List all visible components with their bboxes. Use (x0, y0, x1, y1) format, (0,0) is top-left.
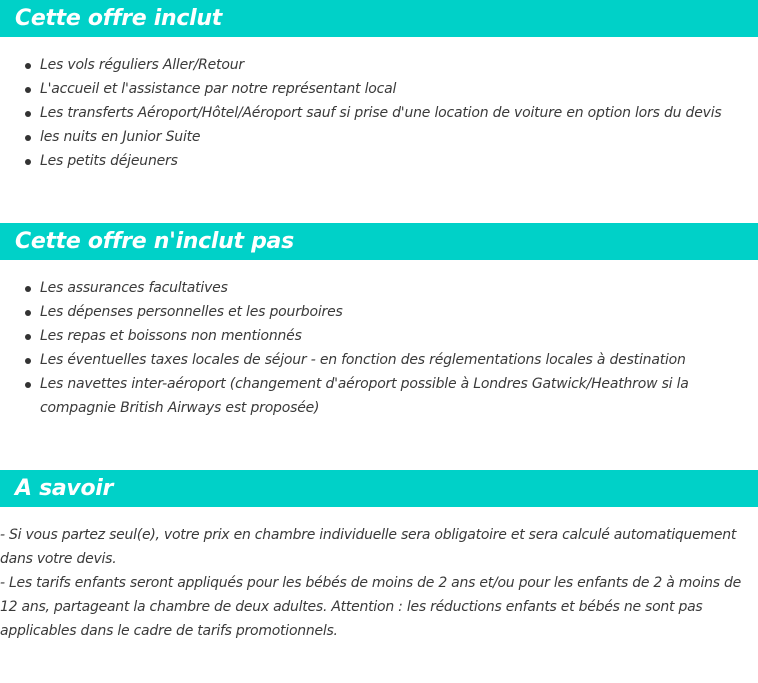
good-to-know-text (0, 523, 752, 643)
bullet-icon (25, 358, 31, 364)
list-item: Les éventuelles taxes locales de séjour - en fonction des réglementations locales à destination (0, 348, 740, 372)
list-item: Les assurances facultatives (0, 276, 740, 300)
list-item: Les dépenses personnelles et les pourboires (0, 300, 740, 324)
bullet-icon (25, 63, 31, 69)
included-list (0, 53, 740, 173)
section-header-not-included (0, 223, 758, 260)
section-title-not-included: Cette offre n'inclut pas (15, 229, 294, 254)
section-header-included (0, 0, 758, 37)
bullet-icon (25, 334, 31, 340)
bullet-icon (25, 286, 31, 292)
info-paragraph-children: - Les tarifs enfants seront appliqués pour les bébés de moins de 2 ans et/ou pour les enfants de 2 à moins de 12 ans, partageant la chambre de deux adultes. Attention : les réductions enfants et bébés ne sont pas applicables dans le cadre de tarifs promotionnels. (0, 575, 742, 639)
list-item: Les petits déjeuners (0, 149, 740, 173)
bullet-icon (25, 310, 31, 316)
section-header-good-to-know (0, 470, 758, 507)
list-item: Les navettes inter-aéroport (changement d'aéroport possible à Londres Gatwick/Heathrow si la compagnie British Airways est proposée) (0, 372, 740, 420)
not-included-list (0, 276, 740, 420)
bullet-icon (25, 111, 31, 117)
section-title-good-to-know: A savoir (15, 476, 114, 501)
list-item: Les transferts Aéroport/Hôtel/Aéroport sauf si prise d'une location de voiture en option lors du devis (0, 101, 740, 125)
info-paragraph-solo: - Si vous partez seul(e), votre prix en chambre individuelle sera obligatoire et sera calculé automatiquement dans votre devis. (0, 527, 737, 567)
bullet-icon (25, 159, 31, 165)
bullet-icon (25, 135, 31, 141)
list-item: L'accueil et l'assistance par notre représentant local (0, 77, 740, 101)
bullet-icon (25, 87, 31, 93)
list-item: Les vols réguliers Aller/Retour (0, 53, 740, 77)
list-item: les nuits en Junior Suite (0, 125, 740, 149)
list-item: Les repas et boissons non mentionnés (0, 324, 740, 348)
bullet-icon (25, 382, 31, 388)
section-title-included: Cette offre inclut (15, 6, 222, 31)
